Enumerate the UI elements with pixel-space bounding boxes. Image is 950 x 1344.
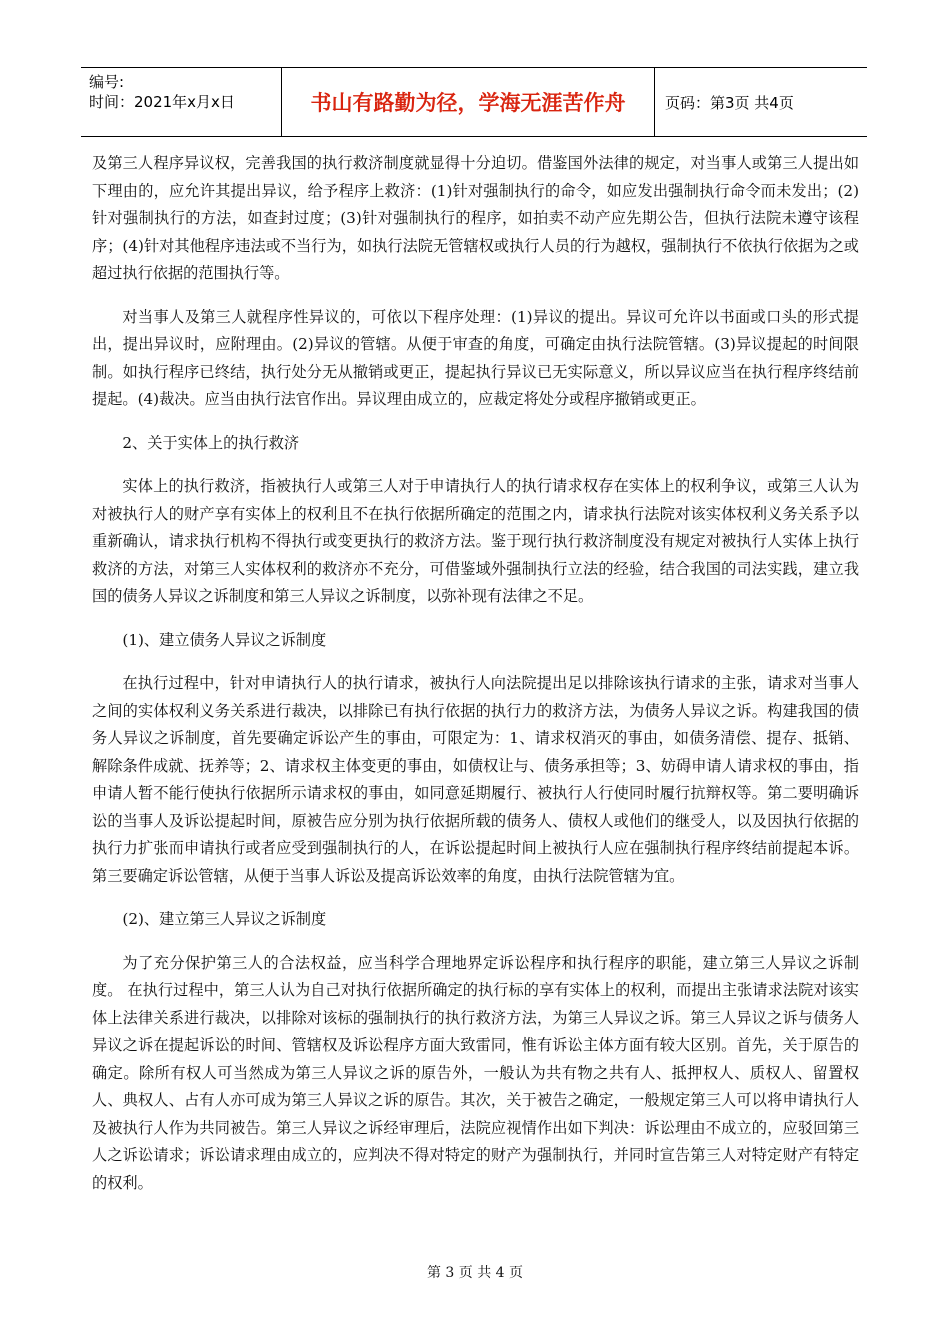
header-meta — [81, 68, 281, 136]
paragraph: 实体上的执行救济，指被执行人或第三人对于申请执行人的执行请求权存在实体上的权利争议，或第三人认为对被执行人的财产享有实体上的权利且不在执行依据所确定的范围之内，请求执行法院对该实体权利义务关系予以重新确认，请求执行机构不得执行或变更执行的救济方法。鉴于现行执行救济制度没有规定对被执行人实体上执行救济的方法，对第三人实体权利的救济亦不充分，可借鉴域外强制执行立法的经验，结合我国的司法实践，建立我国的债务人异议之诉制度和第三人异议之诉制度，以弥补现有法律之不足。 — [92, 477, 859, 605]
paragraph: 对当事人及第三人就程序性异议的，可依以下程序处理：(1)异议的提出。异议可允许以书面或口头的形式提出，提出异议时，应附理由。(2)异议的管辖。从便于审查的角度，可确定由执行法院管辖。(3)异议提起的时间限制。如执行程序已终结，执行处分无从撤销或更正，提起执行异议已无实际意义，所以异议应当在执行程序终结前提起。(4)裁决。应当由执行法官作出。异议理由成立的，应裁定将处分或程序撤销或更正。 — [92, 307, 859, 408]
paragraph: 在执行过程中，针对申请执行人的执行请求，被执行人向法院提出足以排除该执行请求的主张，请求对当事人之间的实体权利义务关系进行裁决，以排除已有执行依据的执行力的救济方法，为债务人异议之诉。构建我国的债务人异议之诉制度，首先要确定诉讼产生的事由，可限定为：1、请求权消灭的事由，如债务清偿、提存、抵销、解除条件成就、抚养等；2、请求权主体变更的事由，如债权让与、债务承担等；3、妨碍申请人请求权的事由，指申请人暂不能行使执行依据所示请求权的事由，如同意延期履行、被执行人行使同时履行抗辩权等。第二要明确诉讼的当事人及诉讼提起时间，原被告应分别为执行依据所载的债务人、债权人或他们的继受人，以及因执行依据的执行力扩张而申请执行或者应受到强制执行的人，在诉讼提起时间上被执行人应在强制执行程序终结前提起本诉。第三要确定诉讼管辖，从便于当事人诉讼及提高诉讼效率的角度，由执行法院管辖为宜。 — [92, 674, 859, 885]
header-motto: 书山有路勤为径，学海无涯苦作舟 — [281, 68, 655, 136]
document-body — [92, 150, 859, 1213]
document-number-label: 编号: — [89, 73, 125, 91]
subsection-heading: (1)、建立债务人异议之诉制度 — [122, 630, 327, 649]
subsection-heading: (2)、建立第三人异议之诉制度 — [122, 910, 327, 928]
header-page-info: 页码：第3页 共4页 — [665, 93, 794, 112]
section-heading: 2、关于实体上的执行救济 — [122, 433, 300, 452]
page-header — [81, 67, 867, 137]
paragraph: 及第三人程序异议权，完善我国的执行救济制度就显得十分迫切。借鉴国外法律的规定，对当事人或第三人提出如下理由的，应允许其提出异议，给予程序上救济：(1)针对强制执行的命令，如应发出强制执行命令而未发出；(2)针对强制执行的方法，如查封过度；(3)针对强制执行的程序，如拍卖不动产应先期公告，但执行法院未遵守该程序；(4)针对其他程序违法或不当行为，如执行法院无管辖权或执行人员的行为越权，强制执行不依执行依据为之或超过执行依据的范围执行等。 — [92, 154, 859, 282]
page-footer: 第 3 页 共 4 页 — [426, 1265, 524, 1281]
paragraph: 为了充分保护第三人的合法权益，应当科学合理地界定诉讼程序和执行程序的职能，建立第三人异议之诉制度。 在执行过程中，第三人认为自己对执行依据所确定的执行标的享有实体上的权利，而提出主张请求法院对该实体上法律关系进行裁决，以排除对该标的强制执行的执行救济方法，为第三人异议之诉。第三人异议之诉与债务人异议之诉在提起诉讼的时间、管辖权及诉讼程序方面大致雷同，惟有诉讼主体方面有较大区别。首先，关于原告的确定。除所有权人可当然成为第三人异议之诉的原告外，一般认为共有物之共有人、抵押权人、质权人、留置权人、典权人、占有人亦可成为第三人异议之诉的原告。其次，关于被告之确定，一般规定第三人可以将申请执行人及被执行人作为共同被告。第三人异议之诉经审理后，法院应视情作出如下判决：诉讼理由不成立的，应驳回第三人之诉讼请求；诉讼请求理由成立的，应判决不得对特定的财产为强制执行，并同时宣告第三人对特定财产有特定的权利。 — [92, 953, 859, 1192]
document-date: 时间：2021年x月x日 — [89, 93, 235, 111]
